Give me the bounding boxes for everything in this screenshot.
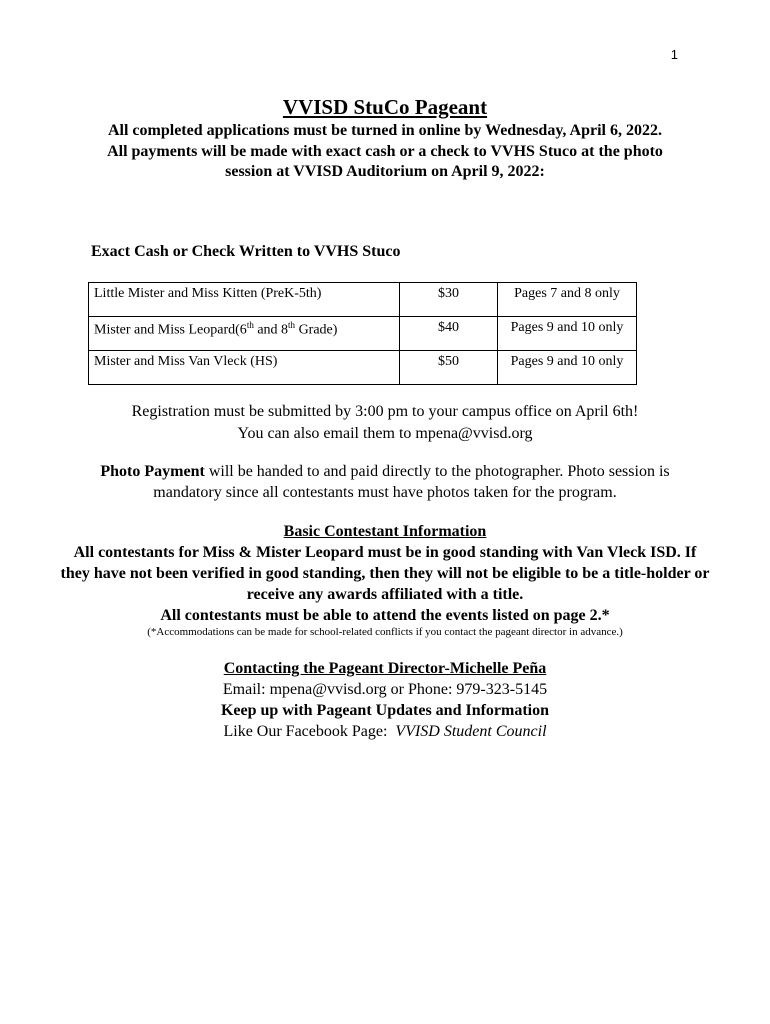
- registration-email: You can also email them to mpena@vvisd.org: [237, 425, 533, 442]
- price-cell: $50: [400, 351, 498, 385]
- events-requirement: All contestants must be able to attend the events listed on page 2.*: [160, 607, 610, 624]
- facebook-page-name: VVISD Student Council: [395, 723, 547, 740]
- registration-deadline: Registration must be submitted by 3:00 pm to your campus office on April 6th!: [131, 403, 639, 420]
- price-cell: $30: [400, 283, 498, 317]
- fees-table: [88, 282, 637, 385]
- facebook-line: Like Our Facebook Page: VVISD Student Council: [223, 723, 547, 740]
- table-row: [89, 317, 637, 351]
- photo-payment-paragraph: [70, 461, 700, 503]
- category-cell: Little Mister and Miss Kitten (PreK-5th): [89, 283, 400, 317]
- photo-payment-label: Photo Payment: [100, 463, 205, 480]
- table-row: [89, 283, 637, 317]
- contact-heading: Contacting the Pageant Director-Michelle Peña: [223, 660, 547, 677]
- page-number: 1: [670, 47, 678, 62]
- payment-text: All payments will be made with exact cash or a check to VVHS Stuco at the photo session at VVISD Auditorium on April 9, 2022:: [107, 142, 663, 180]
- accommodation-note: (*Accommodations can be made for school-related conflicts if you contact the pageant director in advance.): [147, 626, 623, 638]
- category-cell: Mister and Miss Leopard(6th and 8th Grade): [89, 317, 400, 351]
- pages-cell: Pages 7 and 8 only: [498, 283, 637, 317]
- registration-block: [60, 401, 710, 445]
- deadline-text: All completed applications must be turned in online by Wednesday, April 6, 2022.: [107, 122, 662, 139]
- basic-info-heading: Basic Contestant Information: [283, 523, 487, 540]
- intro-block: [90, 121, 680, 183]
- basic-info-body: All contestants for Miss & Mister Leopard must be in good standing with Van Vleck ISD. If they have not been verified in good standing, then they will not be eligible to be a title-holder or receive any awards affiliated with a title.: [60, 544, 710, 603]
- page-title: VVISD StuCo Pageant: [282, 95, 488, 119]
- contact-block: [60, 658, 710, 742]
- category-cell: Mister and Miss Van Vleck (HS): [89, 351, 400, 385]
- table-row: [89, 351, 637, 385]
- basic-info-block: [60, 521, 710, 626]
- updates-text: Keep up with Pageant Updates and Information: [220, 702, 550, 719]
- pages-cell: Pages 9 and 10 only: [498, 351, 637, 385]
- contact-email-phone: Email: mpena@vvisd.org or Phone: 979-323-5145: [222, 681, 548, 698]
- price-cell: $40: [400, 317, 498, 351]
- pages-cell: Pages 9 and 10 only: [498, 317, 637, 351]
- fees-heading: Exact Cash or Check Written to VVHS Stuco: [91, 243, 401, 260]
- photo-payment-text: will be handed to and paid directly to the photographer. Photo session is mandatory since all contestants must have photos taken for the program.: [153, 463, 670, 501]
